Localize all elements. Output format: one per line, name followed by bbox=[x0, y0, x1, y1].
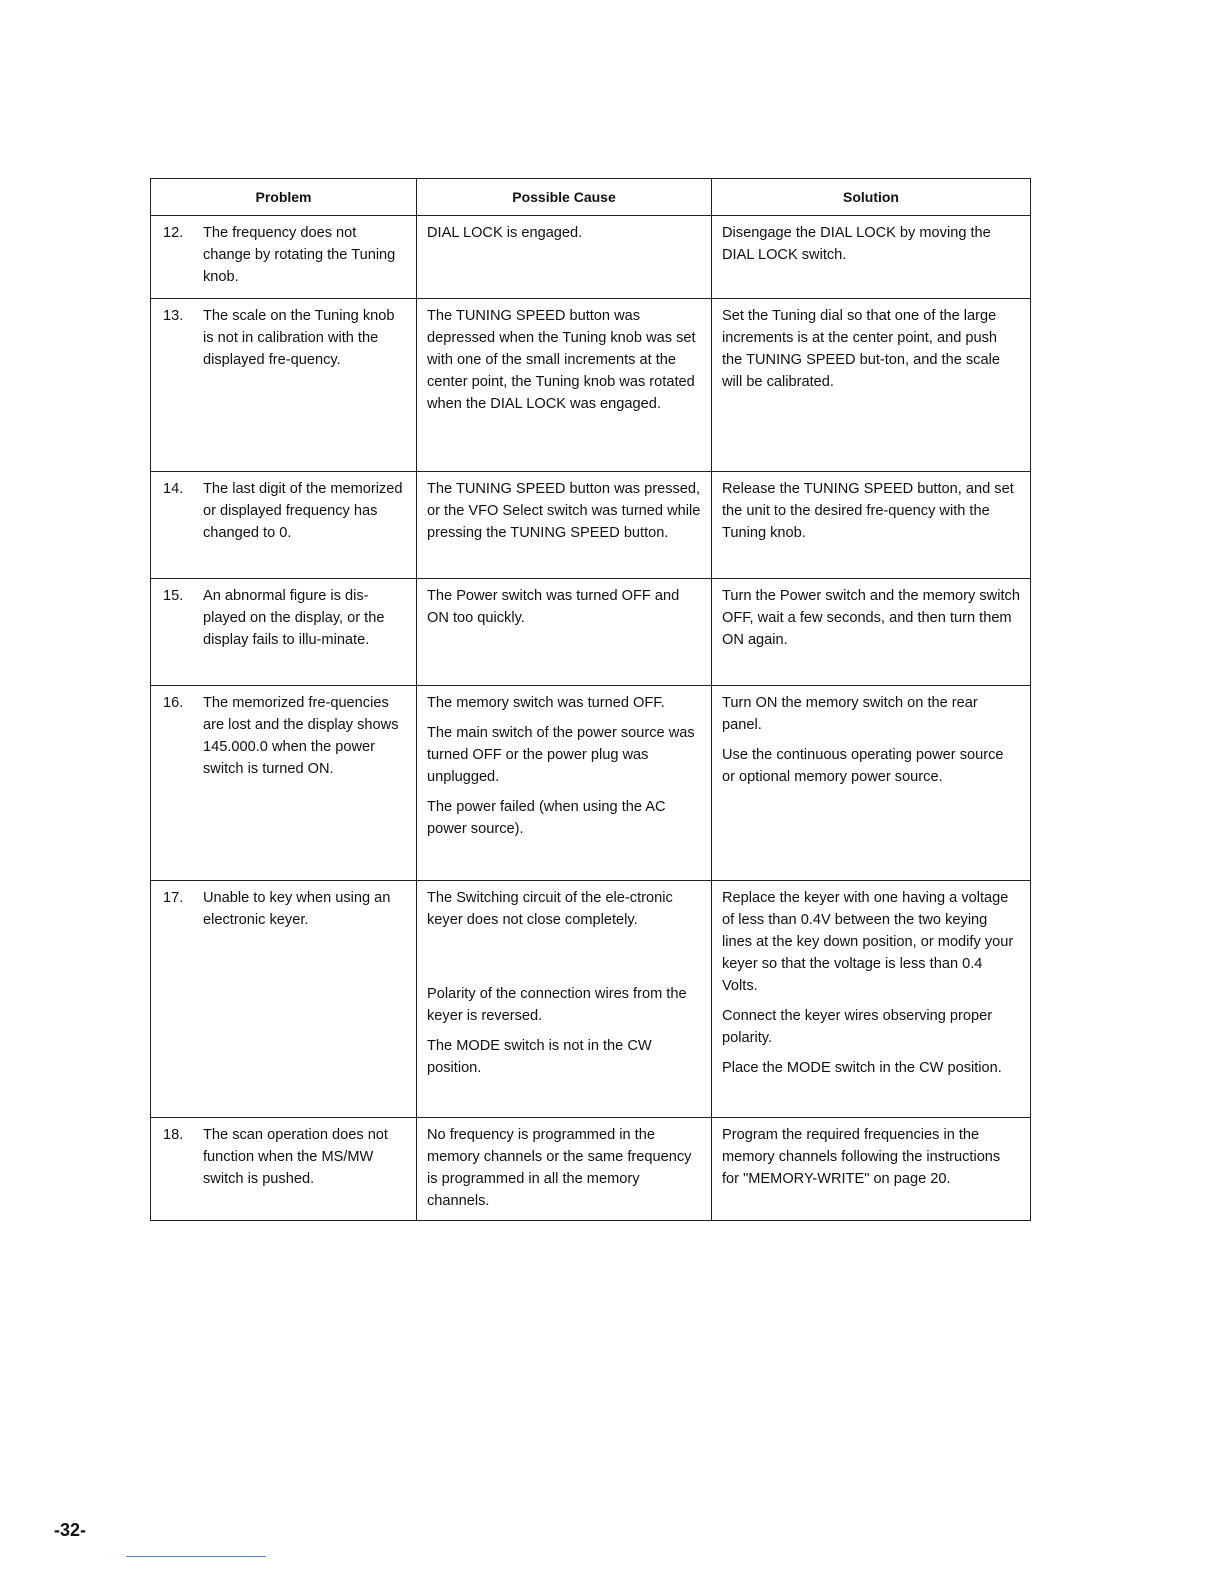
cause-cell bbox=[417, 579, 712, 686]
cause-text: The main switch of the power source was turned OFF or the power plug was unplugged. bbox=[427, 725, 695, 785]
table-header-row bbox=[151, 179, 1031, 216]
solution-cell bbox=[712, 299, 1031, 472]
problem-text: The scale on the Tuning knob is not in calibration with the displayed fre-quency. bbox=[203, 308, 395, 368]
problem-number: 15. bbox=[163, 588, 184, 604]
problem-text: An abnormal figure is dis-played on the display, or the display fails to illu-minate. bbox=[203, 588, 385, 648]
solution-text: Turn the Power switch and the memory switch OFF, wait a few seconds, and then turn them ON again. bbox=[722, 588, 1020, 648]
cause-text: The power failed (when using the AC power source). bbox=[427, 799, 666, 837]
table-row bbox=[151, 686, 1031, 881]
cause-cell bbox=[417, 216, 712, 299]
cause-text: Polarity of the connection wires from the keyer is reversed. bbox=[427, 986, 687, 1024]
problem-cell bbox=[151, 1118, 417, 1221]
solution-cell bbox=[712, 216, 1031, 299]
header-possible-cause: Possible Cause bbox=[417, 179, 712, 216]
problem-text: Unable to key when using an electronic keyer. bbox=[203, 890, 391, 928]
table-row bbox=[151, 881, 1031, 1118]
problem-cell bbox=[151, 579, 417, 686]
cause-cell bbox=[417, 1118, 712, 1221]
solution-text: Place the MODE switch in the CW position. bbox=[722, 1060, 1002, 1076]
problem-number: 16. bbox=[163, 695, 184, 711]
header-solution: Solution bbox=[712, 179, 1031, 216]
cause-text: No frequency is programmed in the memory channels or the same frequency is programmed in all the memory channels. bbox=[427, 1127, 692, 1209]
solution-text: Set the Tuning dial so that one of the large increments is at the center point, and push the TUNING SPEED but-ton, and the scale will be calibrated. bbox=[722, 308, 1000, 390]
problem-number: 14. bbox=[163, 481, 184, 497]
solution-cell bbox=[712, 686, 1031, 881]
problem-cell bbox=[151, 472, 417, 579]
solution-cell bbox=[712, 1118, 1031, 1221]
solution-text: Disengage the DIAL LOCK by moving the DIAL LOCK switch. bbox=[722, 225, 991, 263]
cause-text: The TUNING SPEED button was depressed when the Tuning knob was set with one of the small increments at the center point, the Tuning knob was rotated when the DIAL LOCK was engaged. bbox=[427, 308, 696, 412]
cause-cell bbox=[417, 686, 712, 881]
solution-text: Use the continuous operating power source or optional memory power source. bbox=[722, 747, 1004, 785]
cause-text: The Power switch was turned OFF and ON too quickly. bbox=[427, 588, 680, 626]
cause-cell bbox=[417, 299, 712, 472]
problem-cell bbox=[151, 881, 417, 1118]
table-row bbox=[151, 299, 1031, 472]
solution-text: Replace the keyer with one having a voltage of less than 0.4V between the two keying lines at the key down position, or modify your keyer so that the voltage is less than 0.4 Volts. bbox=[722, 890, 1014, 994]
cause-text: The memory switch was turned OFF. bbox=[427, 695, 665, 711]
solution-cell bbox=[712, 579, 1031, 686]
page-number: -32- bbox=[54, 1520, 87, 1540]
table-row bbox=[151, 472, 1031, 579]
solution-cell bbox=[712, 881, 1031, 1118]
solution-text: Turn ON the memory switch on the rear panel. bbox=[722, 695, 978, 733]
solution-cell bbox=[712, 472, 1031, 579]
problem-number: 13. bbox=[163, 308, 184, 324]
cause-cell bbox=[417, 881, 712, 1118]
bottom-rule bbox=[126, 1556, 266, 1557]
solution-text: Program the required frequencies in the memory channels following the instructions for "MEMORY-WRITE" on page 20. bbox=[722, 1127, 1001, 1187]
problem-cell bbox=[151, 216, 417, 299]
cause-cell bbox=[417, 472, 712, 579]
cause-text: DIAL LOCK is engaged. bbox=[427, 225, 583, 241]
cause-text: The MODE switch is not in the CW position. bbox=[427, 1038, 652, 1076]
problem-number: 18. bbox=[163, 1127, 184, 1143]
problem-cell bbox=[151, 299, 417, 472]
table-row bbox=[151, 216, 1031, 299]
cause-text: The TUNING SPEED button was pressed, or the VFO Select switch was turned while pressing the TUNING SPEED button. bbox=[427, 481, 701, 541]
problem-text: The memorized fre-quencies are lost and the display shows 145.000.0 when the power switch is turned ON. bbox=[203, 695, 399, 777]
problem-text: The frequency does not change by rotating the Tuning knob. bbox=[203, 225, 396, 285]
header-problem: Problem bbox=[151, 179, 417, 216]
problem-text: The last digit of the memorized or displayed frequency has changed to 0. bbox=[203, 481, 403, 541]
table-row bbox=[151, 1118, 1031, 1221]
solution-text: Release the TUNING SPEED button, and set the unit to the desired fre-quency with the Tuning knob. bbox=[722, 481, 1014, 541]
solution-text: Connect the keyer wires observing proper polarity. bbox=[722, 1008, 993, 1046]
problem-cell bbox=[151, 686, 417, 881]
cause-text: The Switching circuit of the ele-ctronic keyer does not close completely. bbox=[427, 890, 673, 928]
table-row bbox=[151, 579, 1031, 686]
problem-text: The scan operation does not function when the MS/MW switch is pushed. bbox=[203, 1127, 388, 1187]
problem-number: 12. bbox=[163, 225, 184, 241]
troubleshooting-table bbox=[150, 178, 1031, 1221]
problem-number: 17. bbox=[163, 890, 184, 906]
